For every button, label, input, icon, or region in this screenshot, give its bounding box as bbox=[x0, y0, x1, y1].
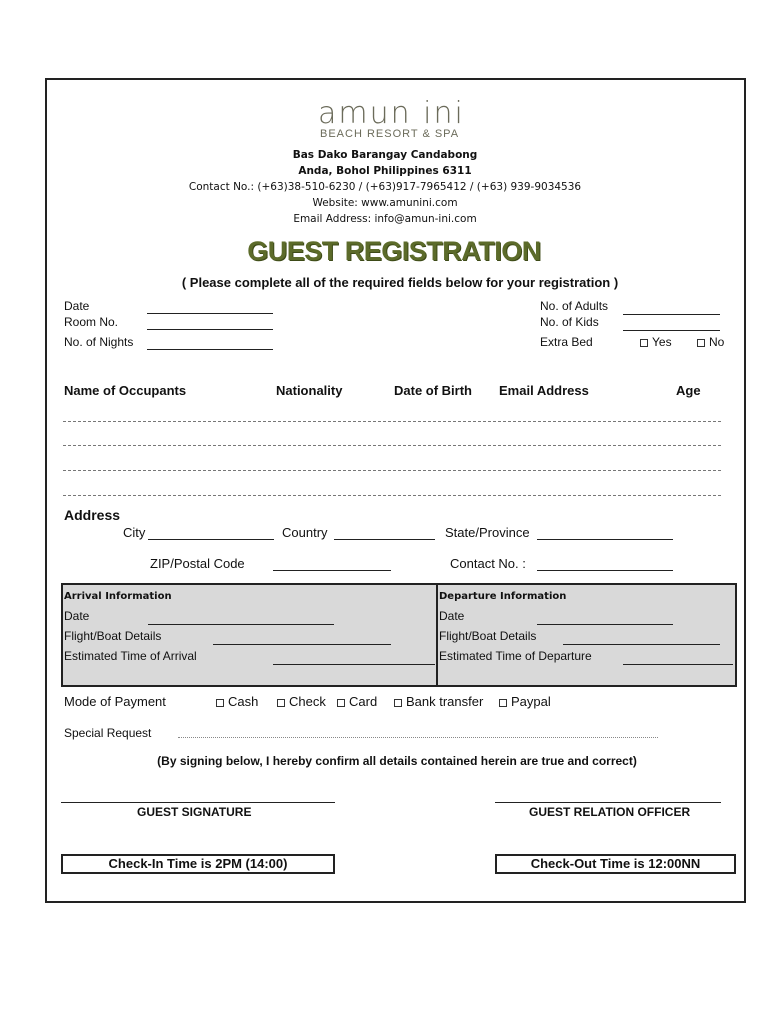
address-heading: Address bbox=[64, 507, 121, 523]
country-field[interactable] bbox=[334, 539, 435, 540]
confirmation-text: (By signing below, I hereby confirm all details contained herein are true and correct) bbox=[157, 754, 637, 768]
city-label: City bbox=[123, 525, 146, 540]
zip-field[interactable] bbox=[273, 570, 391, 571]
guest-signature-label: GUEST SIGNATURE bbox=[137, 805, 252, 819]
col-age: Age bbox=[676, 383, 701, 398]
departure-flight-field[interactable] bbox=[563, 644, 720, 645]
col-name: Name of Occupants bbox=[64, 383, 187, 398]
resort-logo: amun ini bbox=[318, 96, 465, 131]
room-field[interactable] bbox=[147, 329, 273, 330]
arrival-flight-field[interactable] bbox=[213, 644, 391, 645]
checkbox-icon[interactable] bbox=[277, 699, 285, 707]
payment-paypal[interactable] bbox=[499, 694, 551, 709]
checkbox-icon[interactable] bbox=[697, 339, 705, 347]
extra-bed-yes[interactable] bbox=[640, 335, 672, 349]
col-dob: Date of Birth bbox=[394, 383, 472, 398]
kids-field[interactable] bbox=[623, 330, 720, 331]
country-label: Country bbox=[282, 525, 328, 540]
state-label: State/Province bbox=[445, 525, 530, 540]
officer-signature-line[interactable] bbox=[495, 802, 721, 803]
date-label: Date bbox=[64, 299, 90, 313]
arrival-heading: Arrival Information bbox=[64, 591, 172, 602]
contact-numbers: Contact No.: (+63)38-510-6230 / (+63)917-7965412 / (+63) 939-9034536 bbox=[188, 181, 582, 193]
website: Website: www.amunini.com bbox=[312, 197, 458, 209]
contact-label: Contact No. : bbox=[450, 556, 526, 571]
departure-date-label: Date bbox=[439, 609, 465, 623]
city-field[interactable] bbox=[148, 539, 274, 540]
departure-etd-field[interactable] bbox=[623, 664, 733, 665]
col-nationality: Nationality bbox=[276, 383, 343, 398]
no-label: No bbox=[709, 335, 725, 349]
yes-label: Yes bbox=[652, 335, 672, 349]
arrival-date-label: Date bbox=[64, 609, 90, 623]
checkbox-icon[interactable] bbox=[394, 699, 402, 707]
checkbox-icon[interactable] bbox=[640, 339, 648, 347]
special-request-field[interactable] bbox=[178, 737, 658, 738]
zip-label: ZIP/Postal Code bbox=[150, 556, 245, 571]
nights-label: No. of Nights bbox=[64, 335, 134, 349]
guest-signature-line[interactable] bbox=[61, 802, 335, 803]
payment-label: Mode of Payment bbox=[64, 694, 166, 709]
payment-bank-transfer[interactable] bbox=[394, 694, 483, 709]
payment-card[interactable] bbox=[337, 694, 377, 709]
extra-bed-label: Extra Bed bbox=[540, 335, 593, 349]
paypal-label: Paypal bbox=[511, 694, 551, 709]
arrival-date-field[interactable] bbox=[148, 624, 334, 625]
occupant-row-2[interactable] bbox=[63, 445, 721, 446]
col-email: Email Address bbox=[499, 383, 589, 398]
state-field[interactable] bbox=[537, 539, 673, 540]
arrival-flight-label: Flight/Boat Details bbox=[64, 629, 162, 643]
checkbox-icon[interactable] bbox=[499, 699, 507, 707]
resort-logo-subtitle: BEACH RESORT & SPA bbox=[320, 128, 460, 140]
officer-signature-label: GUEST RELATION OFFICER bbox=[529, 805, 691, 819]
checkbox-icon[interactable] bbox=[216, 699, 224, 707]
departure-heading: Departure Information bbox=[439, 591, 567, 602]
checkbox-icon[interactable] bbox=[337, 699, 345, 707]
instruction-text: ( Please complete all of the required fields below for your registration ) bbox=[181, 275, 619, 290]
departure-flight-label: Flight/Boat Details bbox=[439, 629, 537, 643]
arrival-eta-label: Estimated Time of Arrival bbox=[64, 649, 197, 663]
occupant-row-1[interactable] bbox=[63, 421, 721, 422]
room-label: Room No. bbox=[64, 315, 119, 329]
cash-label: Cash bbox=[228, 694, 259, 709]
bank-transfer-label: Bank transfer bbox=[406, 694, 484, 709]
extra-bed-no[interactable] bbox=[697, 335, 724, 349]
card-label: Card bbox=[349, 694, 378, 709]
form-title: GUEST REGISTRATION bbox=[247, 236, 541, 266]
email-address: Email Address: info@amun-ini.com bbox=[293, 213, 477, 225]
address-line-1: Bas Dako Barangay Candabong bbox=[292, 149, 478, 161]
checkin-time-box: Check-In Time is 2PM (14:00) bbox=[61, 854, 335, 874]
contact-field[interactable] bbox=[537, 570, 673, 571]
occupant-row-4[interactable] bbox=[63, 495, 721, 496]
payment-cash[interactable] bbox=[216, 694, 258, 709]
check-label: Check bbox=[289, 694, 326, 709]
kids-label: No. of Kids bbox=[540, 315, 599, 329]
adults-label: No. of Adults bbox=[540, 299, 609, 313]
adults-field[interactable] bbox=[623, 314, 720, 315]
nights-field[interactable] bbox=[147, 349, 273, 350]
payment-check[interactable] bbox=[277, 694, 326, 709]
arrival-eta-field[interactable] bbox=[273, 664, 435, 665]
departure-etd-label: Estimated Time of Departure bbox=[439, 649, 592, 663]
date-field[interactable] bbox=[147, 313, 273, 314]
checkout-time-box: Check-Out Time is 12:00NN bbox=[495, 854, 736, 874]
occupant-row-3[interactable] bbox=[63, 470, 721, 471]
departure-date-field[interactable] bbox=[537, 624, 673, 625]
address-line-2: Anda, Bohol Philippines 6311 bbox=[298, 165, 472, 177]
special-request-label: Special Request bbox=[64, 726, 152, 740]
